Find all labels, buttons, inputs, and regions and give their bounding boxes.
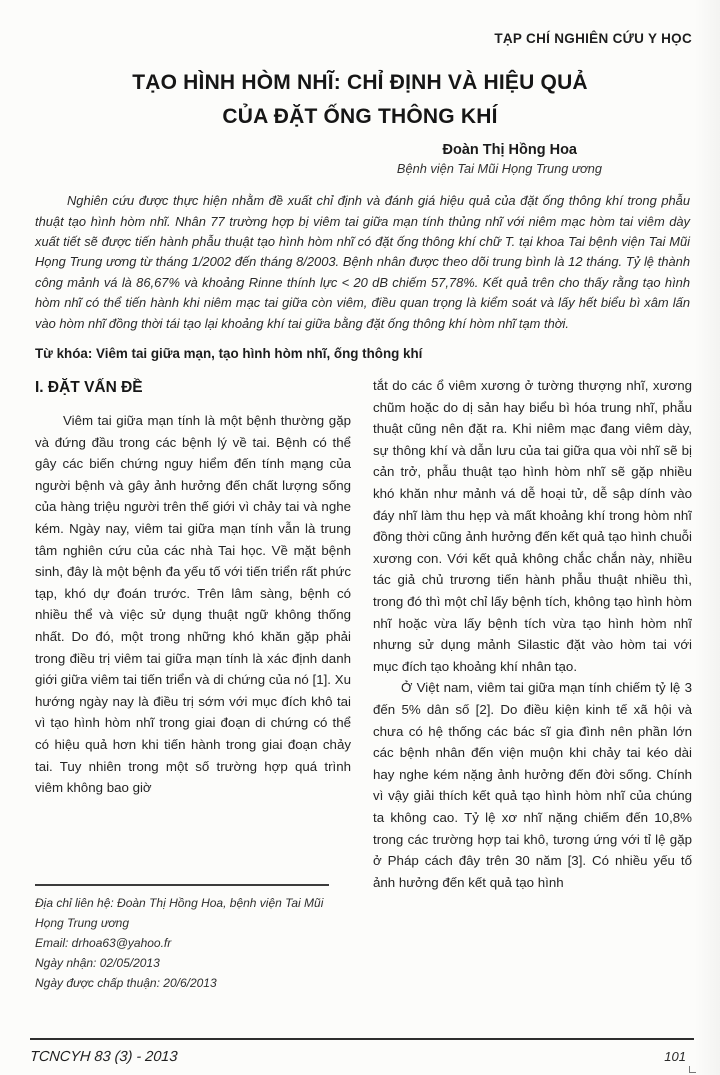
abstract-paragraph: Nghiên cứu được thực hiện nhằm đề xuất chỉ định và đánh giá hiệu quả của đặt ống thông khí trong phẫu thuật tạo hình hòm nhĩ. Nhân 77 trường hợp bị viêm tai giữa mạn tính thủng nhĩ với niêm mạc hòm tai viêm dày xuất tiết sẽ được tiến hành phẫu thuật tạo hình hòm nhĩ có đặt ống thông khí chữ T. tại khoa Tai bệnh viện Tai Mũi Họng Trung ương từ tháng 1/2002 đến tháng 8/2003. Bệnh nhân được theo dõi trung bình là 12 tháng. Tỷ lệ thành công mảnh vá là 86,67% và khoảng Rinne thính lực < 20 dB chiếm 57,78%. Kết quả trên cho thấy rằng tạo hình hòm nhĩ có thể tiến hành khi niêm mạc tai giữa còn viêm, điều quan trọng là kiểm soát và lấy hết biểu bì xâm lấn vào hòm nhĩ đồng thời tái tạo lại khoảng khí tai giữa bằng đặt ống thông khí hòm nhĩ tạm thời.	[35, 193, 690, 331]
article-title-line1: TẠO HÌNH HÒM NHĨ: CHỈ ĐỊNH VÀ HIỆU QUẢ	[132, 71, 588, 94]
author-affiliation: Bệnh viện Tai Mũi Họng Trung ương	[396, 161, 602, 177]
right-column	[373, 375, 692, 993]
intro-paragraph-left: Viêm tai giữa mạn tính là một bệnh thường gặp và đứng đầu trong các bệnh lý về tai. Bệnh có thể gây các biến chứng nguy hiểm đến tính mạng của người bệnh và gây ảnh hưởng đến chất lượng sống của hàng triệu người trên thế giới vì chảy tai và nghe kém. Ngày nay, viêm tai giữa mạn tính vẫn là trung tâm nghiên cứu của các nhà Tai học. Về mặt bệnh sinh, đây là một bệnh đa yếu tố với tiến triển rất phức tạp, khó dự đoán trước. Trên lâm sàng, bệnh có nhiều thể và việc sử dụng thuật ngữ không thống nhất. Do đó, một trong những khó khăn gặp phải trong điều trị viêm tai giữa mạn tính là xác định danh giới giữa viêm tai tiến triển và di chứng của nó [1]. Xu hướng ngày nay là điều trị sớm với mục đích khô tai vì tạo hình hòm nhĩ trong giai đoạn di chứng có thể có hiệu quả hơn khi tiến hành trong giai đoạn chảy tai. Tuy nhiên trong một số trường hợp quá trình viêm không bao giờ	[35, 413, 351, 796]
footnote-divider	[35, 884, 329, 886]
section-heading-dat-van-de: I. ĐẶT VẤN ĐỀ	[35, 379, 143, 397]
keywords-text: Viêm tai giữa mạn, tạo hình hòm nhĩ, ống thông khí	[92, 346, 423, 362]
intro-paragraph-right-2: Ở Việt nam, viêm tai giữa mạn tính chiếm tỷ lệ 3 đến 5% dân số [2]. Do điều kiện kinh tế xã hội và chưa có hệ thống các bác sĩ gia đình nên phần lớn các bệnh nhân đến viện muộn khi chảy tai kéo dài hay nghe kém nặng ảnh hưởng đến đời sống. Chính vì vậy giải thích kết quả tạo hình hòm nhĩ của chúng ta không cao. Tỷ lệ xơ nhĩ nặng chiếm đến 10,8% trong các trường hợp tai khô, tương ứng với tỉ lệ gặp ở Pháp cách đây trên 30 năm [3]. Có nhiều yếu tố ảnh hưởng đến kết quả tạo hình	[373, 680, 692, 890]
footnote-email: Email: drhoa63@yahoo.fr	[35, 936, 172, 951]
author-name: Đoàn Thị Hồng Hoa	[442, 142, 577, 159]
page-footer	[0, 1038, 720, 1065]
keywords-label: Từ khóa:	[35, 346, 93, 362]
keywords-line	[35, 346, 690, 361]
article-title	[60, 66, 660, 133]
footnote-block	[35, 884, 351, 993]
footer-divider	[30, 1038, 694, 1040]
page-number: 101	[664, 1049, 686, 1064]
footnote-contact: Địa chỉ liên hệ: Đoàn Thị Hồng Hoa, bệnh viện Tai Mũi Họng Trung ương	[35, 896, 324, 931]
article-title-line2: CỦA ĐẶT ỐNG THÔNG KHÍ	[222, 104, 498, 128]
two-column-body	[35, 375, 692, 993]
footnote-received-date: Ngày nhận: 02/05/2013	[35, 956, 160, 971]
scan-corner-artifact	[689, 1066, 696, 1073]
intro-paragraph-right-1: tắt do các ổ viêm xương ở tường thượng nhĩ, xương chũm hoặc do dị sản hay biểu bì hóa trung nhĩ, phẫu thuật cũng nên đặt ra. Khi niêm mạc đang viêm dày, sự thông khí và dẫn lưu của tai giữa qua vòi nhĩ sẽ bị cản trở, phẫu thuật tạo hình hòm nhĩ sẽ gặp nhiều khó khăn như mảnh vá dễ hoại tử, dễ sập dính vào đáy nhĩ làm thu hẹp và mất khoảng khí trong hòm nhĩ đồng thời cũng ảnh hưởng đến kết quả tạo hình chuỗi xương con. Với kết quả không chắc chắn này, nhiều tác giả chủ trương tiến hành phẫu thuật nhiều thì, trong đó thì một chỉ lấy bệnh tích, không tạo hình hòm nhĩ hoặc vừa lấy bệnh tích vừa tạo hình hòm nhĩ nhưng sử dụng mảnh Silastic đặt vào hòm tai với mục đích tạo khoảng khí nhân tạo.	[373, 378, 692, 674]
byline	[0, 142, 720, 176]
journal-name-header: TẠP CHÍ NGHIÊN CỨU Y HỌC	[494, 31, 692, 46]
footer-row	[30, 1049, 694, 1065]
footnote-accepted-date: Ngày được chấp thuận: 20/6/2013	[35, 976, 217, 991]
left-column	[35, 375, 351, 993]
journal-citation: TCNCYH 83 (3) - 2013	[29, 1049, 179, 1065]
